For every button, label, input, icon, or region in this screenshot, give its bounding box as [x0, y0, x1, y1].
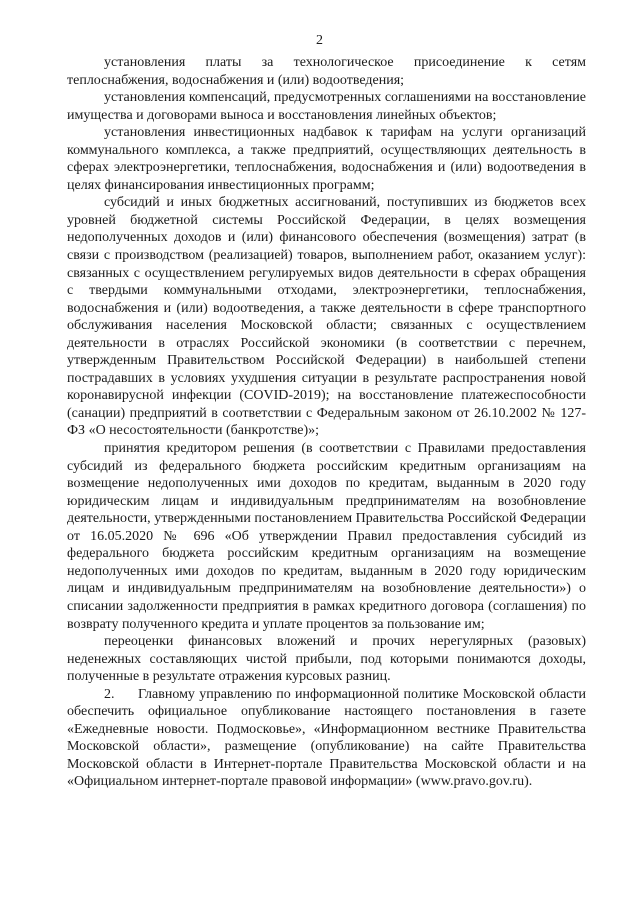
paragraph-connection-fee: установления платы за технологическое присоединение к сетям теплоснабжения, водоснабжения и (или) водоотведения;	[67, 55, 586, 88]
paragraph-subsidies: субсидий и иных бюджетных ассигнований, поступивших из бюджетов всех уровней бюджетной системы Российской Федерации, в целях возмещения недополученных доходов и (или) финансового обеспечения (возмещения) затрат (в связи с производством (реализацией) товаров, выполнением работ, оказанием услуг): связанных с осуществлением регулируемых видов деятельности в сферах обращения с твердыми коммунальными отходами, электроэнергетики, теплоснабжения, водоснабжения и (или) водоотведения, а также деятельности в сфере транспортного обслуживания населения Московской области; связанных с осуществлением деятельности в отраслях Российской экономики (в соответствии с перечнем, утвержденным Правительством Российской Федерации) в наибольшей степени пострадавших в условиях ухудшения ситуации в результате распространения новой коронавирусной инфекции (COVID-2019); на восстановление платежеспособности (санации) предприятий в соответствии с Федеральным законом от 26.10.2002 № 127-ФЗ «О несостоятельности (банкротстве)»;	[67, 195, 586, 439]
item-2-number: 2.	[104, 686, 115, 702]
item-2-text: Главному управлению по информационной политике Московской области обеспечить официальное опубликование настоящего постановления в газете «Ежедневные новости. Подмосковье», «Информационном вестнике Правительства Московской области», размещение (опубликование) на сайте Правительства Московской области в Интернет-портале Правительства Московской области и на «Официальном интернет-портале правовой информации» (www.pravo.gov.ru).	[67, 686, 586, 790]
page-number: 2	[316, 33, 323, 48]
document-body	[67, 54, 586, 791]
paragraph-investment-surcharges: установления инвестиционных надбавок к тарифам на услуги организаций коммунального комплекса, а также предприятий, осуществляющих деятельность в сферах электроэнергетики, теплоснабжения, водоснабжения и (или) водоотведения в целях финансирования инвестиционных программ;	[67, 125, 586, 193]
paragraph-creditor-decision: принятия кредитором решения (в соответствии с Правилами предоставления субсидий из федерального бюджета российским кредитным организациям на возмещение недополученных ими доходов по кредитам, выданным в 2020 году юридическим лицам и индивидуальным предпринимателям на возобновление деятельности, утвержденными постановлением Правительства Российской Федерации от 16.05.2020 № 696 «Об утверждении Правил предоставления субсидий из федерального бюджета российским кредитным организациям на возмещение недополученных ими доходов по кредитам, выданным в 2020 году юридическим лицам и индивидуальным предпринимателям на возобновление деятельности») о списании задолженности предприятия в рамках кредитного договора (соглашения) по возврату полученного кредита и уплате процентов за пользование им;	[67, 441, 586, 632]
paragraph-compensations: установления компенсаций, предусмотренных соглашениями на восстановление имущества и договорами выноса и восстановления линейных объектов;	[67, 90, 586, 123]
paragraph-item-2	[67, 686, 586, 791]
paragraph-revaluation: переоценки финансовых вложений и прочих нерегулярных (разовых) неденежных составляющих чистой прибыли, под которыми понимаются доходы, полученные в результате отражения курсовых разниц.	[67, 634, 586, 685]
